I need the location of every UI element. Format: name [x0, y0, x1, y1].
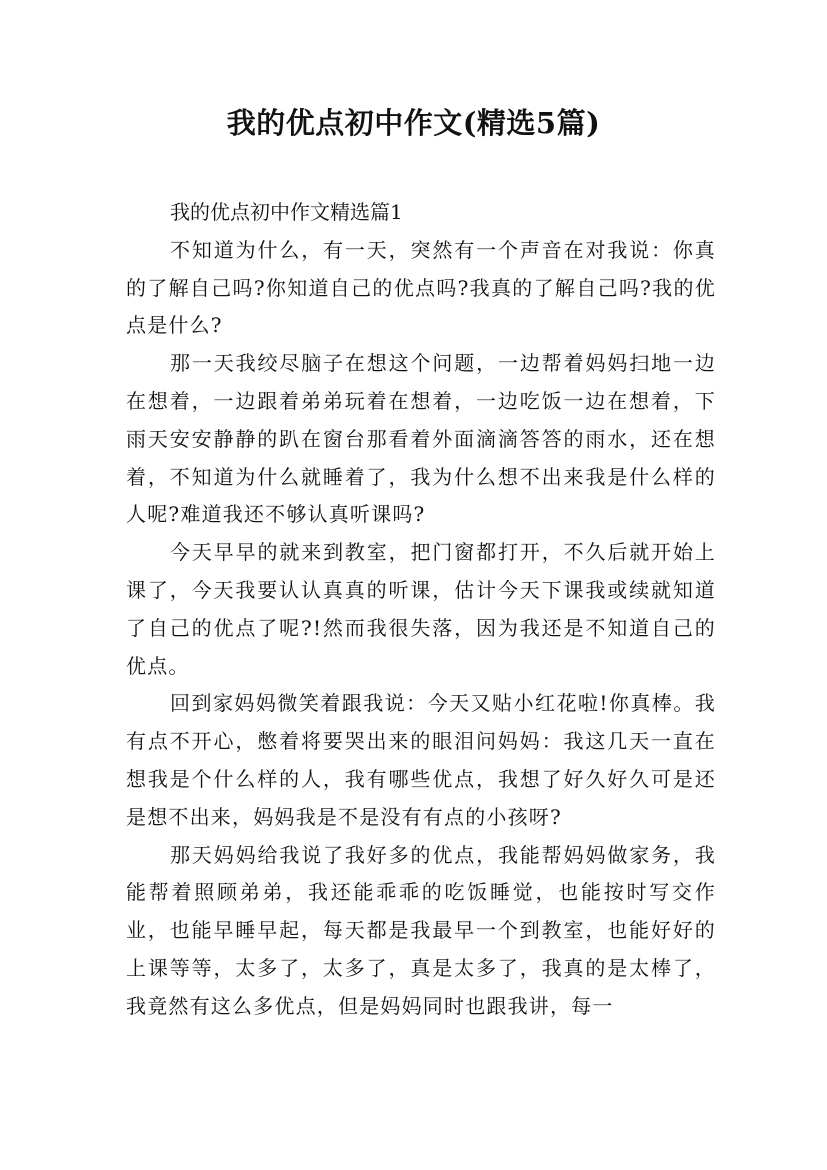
section-heading: 我的优点初中作文精选篇1	[170, 200, 403, 224]
document-body	[126, 194, 716, 1026]
paragraph-2: 那一天我绞尽脑子在想这个问题，一边帮着妈妈扫地一边在想着，一边跟着弟弟玩着在想着，一边吃饭一边在想着，下雨天安安静静的趴在窗台那看着外面滴滴答答的雨水，还在想着，不知道为什么就睡着了，我为什么想不出来我是什么样的人呢?难道我还不够认真听课吗?	[126, 351, 716, 527]
paragraph-1: 不知道为什么，有一天，突然有一个声音在对我说：你真的了解自己吗?你知道自己的优点吗?我真的了解自己吗?我的优点是什么?	[126, 237, 716, 338]
paragraph-3: 今天早早的就来到教室，把门窗都打开，不久后就开始上课了，今天我要认认真真的听课，估计今天下课我或续就知道了自己的优点了呢?!然而我很失落，因为我还是不知道自己的优点。	[126, 540, 716, 678]
paragraph-5: 那天妈妈给我说了我好多的优点，我能帮妈妈做家务，我能帮着照顾弟弟，我还能乖乖的吃饭睡觉，也能按时写交作业，也能早睡早起，每天都是我最早一个到教室，也能好好的上课等等，太多了，太多了，真是太多了，我真的是太棒了，我竟然有这么多优点，但是妈妈同时也跟我讲，每一	[126, 842, 716, 1018]
paragraph-4: 回到家妈妈微笑着跟我说：今天又贴小红花啦!你真棒。我有点不开心，憋着将要哭出来的眼泪问妈妈：我这几天一直在想我是个什么样的人，我有哪些优点，我想了好久好久可是还是想不出来，妈妈我是不是没有有点的小孩呀?	[126, 691, 716, 829]
document-title: 我的优点初中作文(精选5篇)	[226, 106, 601, 140]
